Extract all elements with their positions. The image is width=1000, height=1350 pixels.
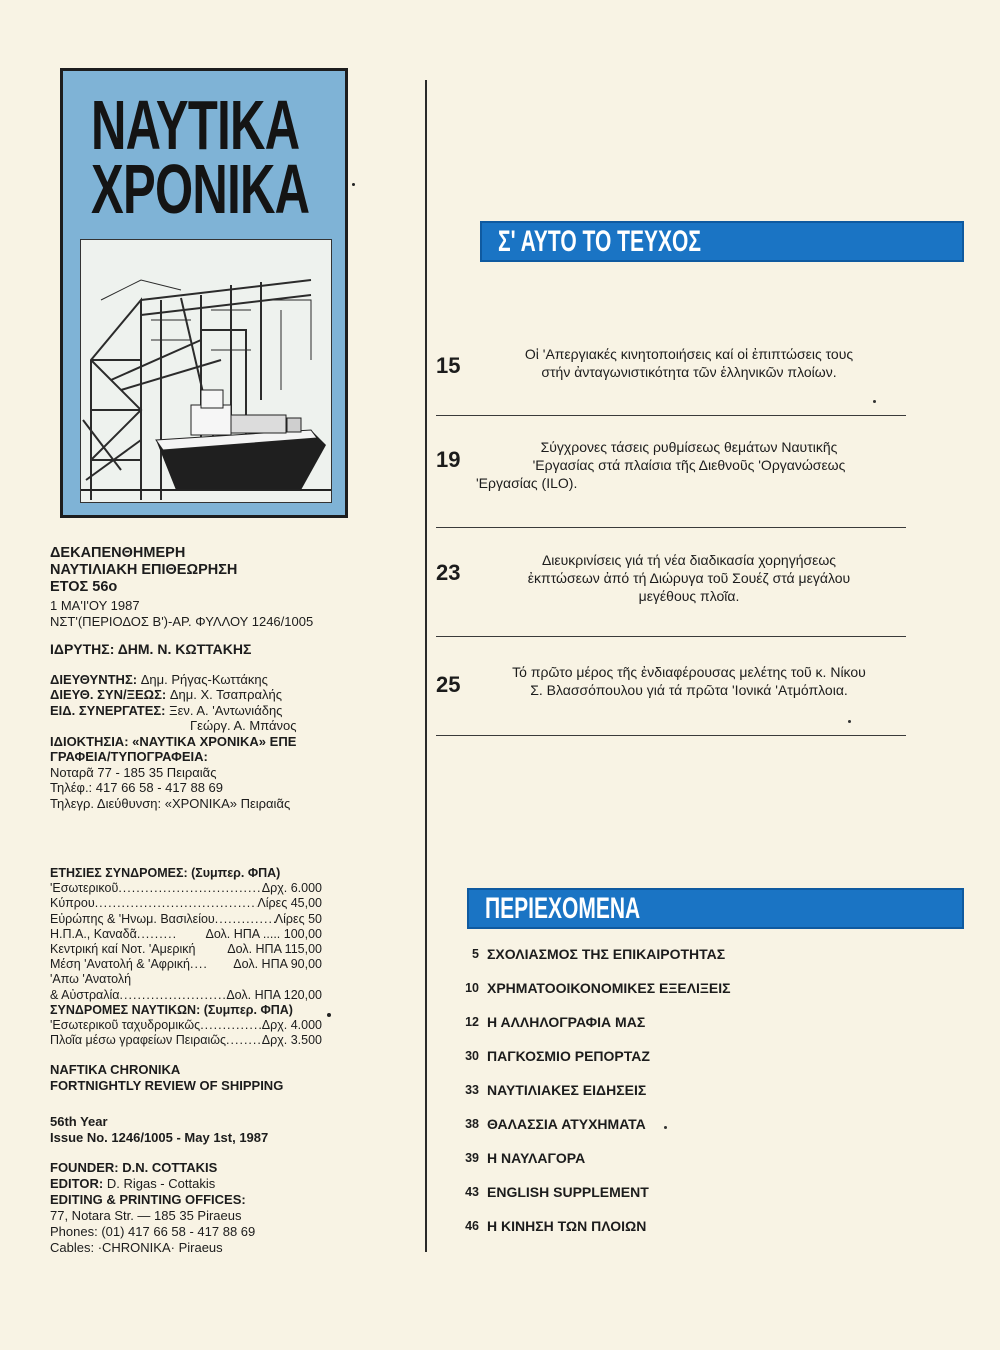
masthead-heading2: ΝΑΥΤΙΛΙΑΚΗ ΕΠΙΘΕΩΡΗΣΗ [50, 562, 238, 578]
naval-subscriptions-heading: ΣΥΝΔΡΟΜΕΣ ΝΑΥΤΙΚΩΝ: (Συμπερ. ΦΠΑ) [50, 1002, 293, 1017]
feature-text: Οἱ 'Απεργιακές κινητοποιήσεις καί οἱ ἐπιπτώσεις τους στήν ἀνταγωνιστικότητα τῶν ἑλληνικῶν πλοίων. [524, 346, 854, 380]
english-issue: Issue No. 1246/1005 - May 1st, 1987 [50, 1130, 269, 1145]
english-phones: Phones: (01) 417 66 58 - 417 88 69 [50, 1224, 256, 1239]
feature-divider [436, 636, 906, 637]
english-title: NAFTIKA CHRONIKA [50, 1062, 181, 1077]
print-speck [352, 183, 355, 186]
editor-label: ΔΙΕΥΘ. ΣΥΝ/ΞΕΩΣ: [50, 687, 167, 702]
feature-text: Σύγχρονες τάσεις ρυθμίσεως θεμάτων Ναυτικῆς 'Εργασίας στά πλαίσια τῆς Διεθνοῦς 'Οργανώσεως 'Εργασίας (ILO). [476, 439, 846, 491]
office-phones: Τηλέφ.: 417 66 58 - 417 88 69 [50, 780, 223, 795]
issue-number: ΝΣΤ'(ΠΕΡΙΟΔΟΣ Β')-ΑΡ. ΦΥΛΛΟΥ 1246/1005 [50, 613, 314, 629]
english-editor-label: EDITOR: [50, 1176, 104, 1191]
contributors-label: ΕΙΔ. ΣΥΝΕΡΓΑΤΕΣ: [50, 702, 166, 718]
english-cables: Cables: ·CHRONIKA· Piraeus [50, 1240, 223, 1255]
english-editor-value: D. Rigas - Cottakis [106, 1176, 216, 1191]
feature-article[interactable] [436, 438, 906, 538]
feature-article[interactable] [436, 551, 906, 651]
feature-divider [436, 415, 906, 416]
director-value: Δημ. Ρήγας-Κωττάκης [140, 671, 268, 687]
cover-thumbnail [60, 68, 348, 518]
contributors-value2: Γεώργ. Α. Μπάνος [190, 718, 297, 733]
subscription-item: Μέση 'Ανατολή & 'Αφρική ..... Δολ. ΗΠΑ 90,00 [50, 957, 322, 972]
masthead-heading1: ΔΕΚΑΠΕΝΘΗΜΕΡΗ [50, 545, 186, 561]
print-speck [873, 400, 876, 403]
contents-item[interactable]: 5 ΣΧΟΛΙΑΣΜΟΣ ΤΗΣ ΕΠΙΚΑΙΡΟΤΗΤΑΣ [472, 946, 726, 962]
english-imprint [50, 1062, 380, 1256]
english-founder: FOUNDER: D.N. COTTAKIS [50, 1160, 218, 1175]
subscription-item: 'Εσωτερικοῦ ..... Δρχ. 6.000 [50, 881, 322, 896]
cover-ship-illustration [80, 239, 332, 503]
cover-title-line1: ΝΑΥΤΙΚΑ [91, 86, 300, 164]
subscription-item: Η.Π.Α., Καναδᾶ ..... Δολ. ΗΠΑ ..... 100,00 [50, 927, 322, 942]
subscription-item: 'Εσωτερικοῦ ταχυδρομικῶς ..... Δρχ. 4.000 [50, 1018, 322, 1033]
ownership: ΙΔΙΟΚΤΗΣΙΑ: «ΝΑΥΤΙΚΑ ΧΡΟΝΙΚΑ» ΕΠΕ [50, 733, 297, 749]
masthead-heading3: ΕΤΟΣ 56ο [50, 579, 118, 595]
contents-banner [467, 888, 964, 929]
cover-title-line2: ΧΡΟΝΙΚΑ [91, 150, 310, 228]
director-label: ΔΙΕΥΘΥΝΤΗΣ: [50, 671, 138, 687]
subscription-item: Κεντρική καί Νοτ. 'Αμερική Δολ. ΗΠΑ 115,00 [50, 942, 322, 957]
issue-date: 1 ΜΑ'Ι'ΟΥ 1987 [50, 598, 140, 613]
contents-item[interactable]: 43 ENGLISH SUPPLEMENT [465, 1184, 649, 1200]
subscription-item: Κύπρου ..... Λίρες 45,00 [50, 896, 322, 911]
feature-page-number: 23 [436, 560, 461, 585]
contributors-row [50, 703, 380, 719]
contents-item[interactable]: 46 Η ΚΙΝΗΣΗ ΤΩΝ ΠΛΟΙΩΝ [465, 1218, 647, 1234]
contributors-row-2 [50, 718, 380, 734]
english-offices: EDITING & PRINTING OFFICES: [50, 1192, 246, 1207]
contents-item[interactable]: 10 ΧΡΗΜΑΤΟΟΙΚΟΝΟΜΙΚΕΣ ΕΞΕΛΙΞΕΙΣ [465, 980, 731, 996]
in-this-issue-banner [480, 221, 964, 262]
subscription-item: Πλοῖα μέσω γραφείων Πειραιῶς ..... Δρχ. 3.500 [50, 1033, 322, 1048]
contents-heading: ΠΕΡΙΕΧΟΜΕΝΑ [485, 892, 641, 925]
subscription-item: & Αὐστραλία ..... Δολ. ΗΠΑ 120,00 [50, 988, 322, 1003]
feature-page-number: 19 [436, 447, 461, 472]
founder: ΙΔΡΥΤΗΣ: ΔΗΜ. Ν. ΚΩΤΤΑΚΗΣ [50, 641, 252, 657]
feature-divider [436, 527, 906, 528]
editor-value: Δημ. Χ. Τσαπραλής [169, 687, 283, 702]
director-row [50, 672, 380, 688]
cover-title [91, 86, 310, 228]
contents-item[interactable]: 39 Η ΝΑΥΛΑΓΟΡΑ [465, 1150, 586, 1166]
contents-item[interactable]: 38 ΘΑΛΑΣΣΙΑ ΑΤΥΧΗΜΑΤΑ [465, 1116, 646, 1132]
subscriptions [50, 866, 322, 1048]
subscriptions-heading: ΕΤΗΣΙΕΣ ΣΥΝΔΡΟΜΕΣ: (Συμπερ. ΦΠΑ) [50, 866, 281, 880]
feature-page-number: 25 [436, 672, 461, 697]
subscription-far-east: 'Απω 'Ανατολή [50, 972, 132, 987]
in-this-issue-heading: Σ' ΑΥΤΟ ΤΟ ΤΕΥΧΟΣ [498, 225, 701, 258]
english-year: 56th Year [50, 1114, 108, 1129]
contents-item[interactable]: 33 ΝΑΥΤΙΛΙΑΚΕΣ ΕΙΔΗΣΕΙΣ [465, 1082, 647, 1098]
bullet-dot [327, 1013, 331, 1017]
feature-text: Τό πρῶτο μέρος τῆς ἐνδιαφέρουσας μελέτης τοῦ κ. Νίκου Σ. Βλασσόπουλου γιά τά πρῶτα 'Ιονικά 'Ατμόπλοια. [512, 664, 866, 698]
column-divider [425, 80, 427, 1252]
editor-row [50, 687, 380, 703]
office-address: Νοταρᾶ 77 - 185 35 Πειραιᾶς [50, 764, 217, 780]
print-speck [664, 1126, 667, 1129]
english-subtitle: FORTNIGHTLY REVIEW OF SHIPPING [50, 1078, 284, 1093]
english-address: 77, Notara Str. — 185 35 Piraeus [50, 1208, 242, 1223]
telegraph-address: Τηλεγρ. Διεύθυνση: «ΧΡΟΝΙΚΑ» Πειραιᾶς [50, 795, 291, 811]
feature-divider [436, 735, 906, 736]
feature-article[interactable] [436, 345, 906, 425]
english-editor-row [50, 1176, 380, 1192]
print-speck [848, 720, 851, 723]
feature-text: Διευκρινίσεις γιά τή νέα διαδικασία χορηγήσεως ἐκπτώσεων ἀπό τή Διώρυγα τοῦ Σουέζ στά μεγάλου μεγέθους πλοῖα. [527, 552, 851, 604]
contributors-value1: Ξεν. Α. 'Αντωνιάδης [169, 702, 283, 718]
contents-item[interactable]: 12 Η ΑΛΛΗΛΟΓΡΑΦΙΑ ΜΑΣ [465, 1014, 646, 1030]
offices-heading: ΓΡΑΦΕΙΑ/ΤΥΠΟΓΡΑΦΕΙΑ: [50, 749, 208, 764]
contents-item[interactable]: 30 ΠΑΓΚΟΣΜΙΟ ΡΕΠΟΡΤΑΖ [465, 1048, 650, 1064]
subscription-item: Εὐρώπης & 'Ηνωμ. Βασιλείου ..... Λίρες 50 [50, 912, 322, 927]
feature-article[interactable] [436, 663, 906, 743]
ship-and-cranes-icon [81, 240, 331, 502]
imprint-column [50, 545, 380, 811]
feature-page-number: 15 [436, 353, 461, 378]
